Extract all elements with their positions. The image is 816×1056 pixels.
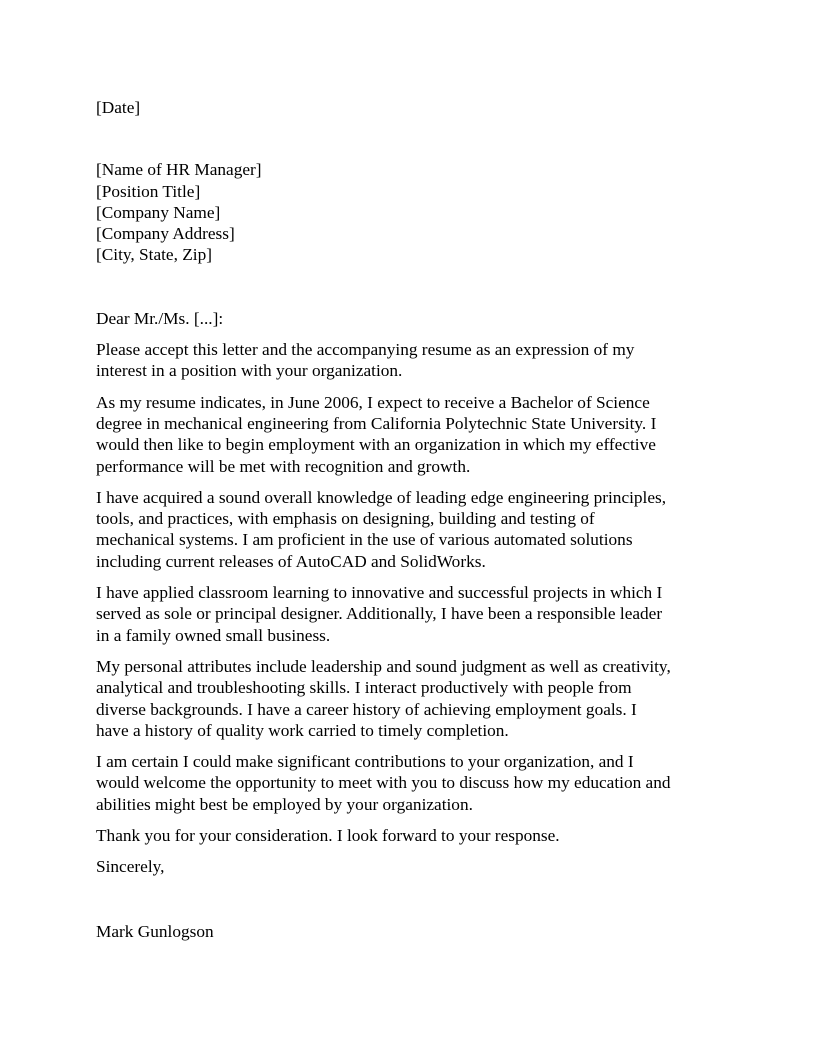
paragraph-line: As my resume indicates, in June 2006, I expect to receive a Bachelor of Science [96,392,650,412]
paragraph-line: performance will be met with recognition and growth. [96,456,471,476]
paragraph-line: would then like to begin employment with an organization in which my effective [96,435,656,455]
paragraph-knowledge [96,487,736,572]
signature [96,921,736,942]
recipient-name: [Name of HR Manager] [96,160,262,180]
paragraph-line: would welcome the opportunity to meet with you to discuss how my education and [96,773,671,793]
paragraph-contribution [96,751,736,815]
paragraph-thanks [96,825,736,846]
letter-date-block [96,97,736,118]
paragraph-line: analytical and troubleshooting skills. I interact productively with people from [96,678,632,698]
recipient-company-name: [Company Name] [96,202,221,222]
paragraph-attributes [96,656,736,741]
paragraph-line: in a family owned small business. [96,625,331,645]
recipient-address-block [96,159,736,265]
paragraph-line: My personal attributes include leadership and sound judgment as well as creativity, [96,656,671,676]
paragraph-line: I am certain I could make significant contributions to your organization, and I [96,752,634,772]
recipient-city-state-zip: [City, State, Zip] [96,245,212,265]
paragraph-line: Thank you for your consideration. I look forward to your response. [96,826,560,846]
closing-text: Sincerely, [96,857,165,877]
paragraph-line: I have acquired a sound overall knowledge of leading edge engineering principles, [96,487,667,507]
closing [96,856,736,877]
paragraph-line: diverse backgrounds. I have a career history of achieving employment goals. I [96,699,637,719]
paragraph-experience [96,582,736,646]
paragraph-line: mechanical systems. I am proficient in the use of various automated solutions [96,530,633,550]
paragraph-education [96,392,736,477]
paragraph-line: abilities might best be employed by your organization. [96,794,473,814]
signature-name: Mark Gunlogson [96,921,214,941]
recipient-position-title: [Position Title] [96,181,201,201]
salutation [96,308,736,329]
paragraph-line: including current releases of AutoCAD and SolidWorks. [96,551,486,571]
paragraph-line: interest in a position with your organization. [96,361,403,381]
cover-letter [96,97,736,942]
paragraph-line: served as sole or principal designer. Additionally, I have been a responsible leader [96,604,663,624]
paragraph-line: I have applied classroom learning to innovative and successful projects in which I [96,583,663,603]
recipient-company-address: [Company Address] [96,224,235,244]
salutation-text: Dear Mr./Ms. [...]: [96,308,224,328]
paragraph-line: Please accept this letter and the accompanying resume as an expression of my [96,340,635,360]
paragraph-line: tools, and practices, with emphasis on designing, building and testing of [96,509,595,529]
paragraph-line: degree in mechanical engineering from California Polytechnic State University. I [96,413,657,433]
paragraph-intro [96,339,736,382]
paragraph-line: have a history of quality work carried to timely completion. [96,720,509,740]
letter-date: [Date] [96,98,141,117]
